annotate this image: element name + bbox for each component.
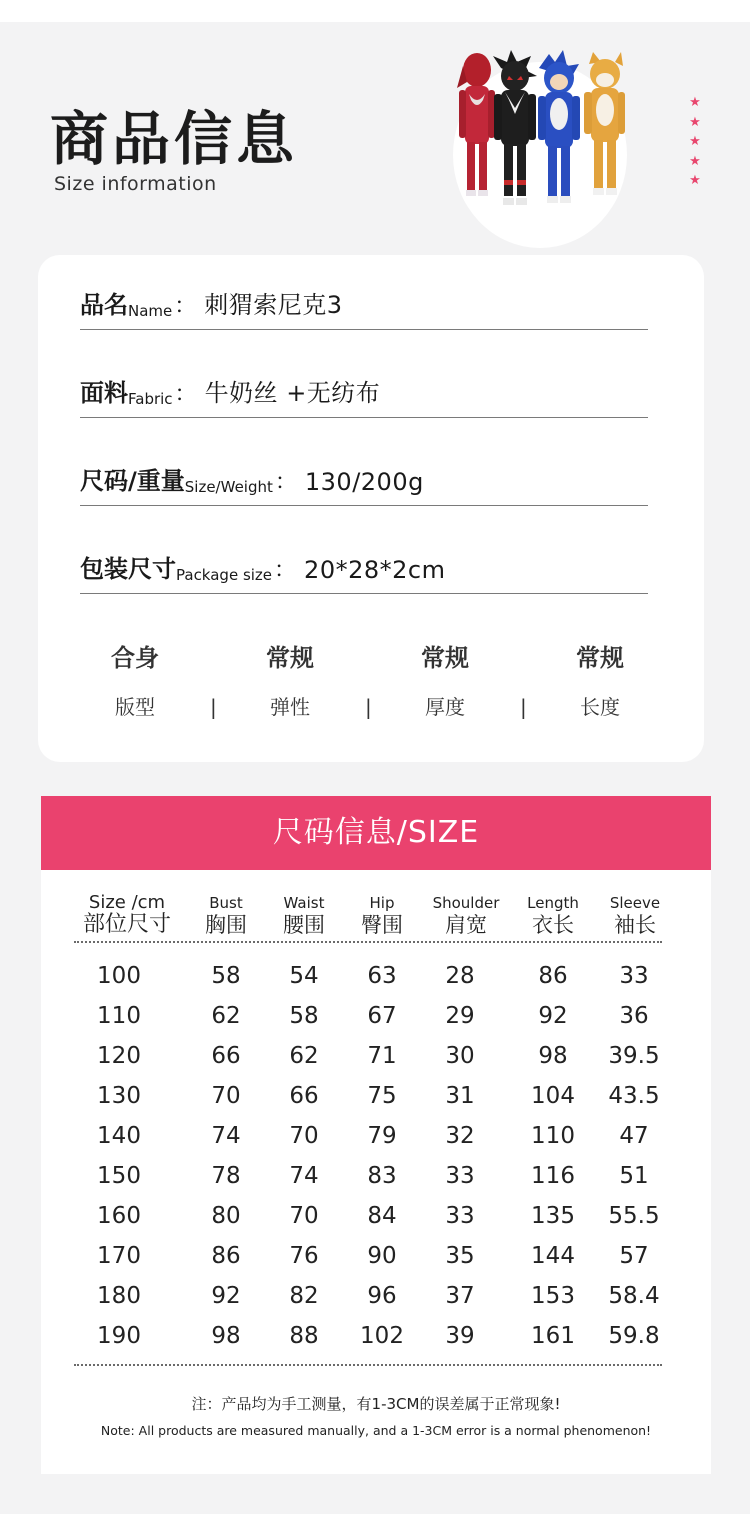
cell-size: 140	[97, 1123, 141, 1149]
attribute-separator: |	[365, 695, 372, 719]
product-name-value: 刺猬索尼克3	[204, 291, 343, 319]
size-banner: 尺码信息/SIZE	[41, 796, 711, 870]
size-weight-value: 130/200g	[304, 468, 424, 496]
attribute-value: 常规	[576, 644, 624, 672]
cell-sleeve: 51	[619, 1163, 649, 1189]
cell-size: 180	[97, 1283, 141, 1309]
attribute-value: 常规	[421, 644, 469, 672]
cell-shoulder: 39	[445, 1323, 475, 1349]
cell-length: 98	[538, 1043, 568, 1069]
header-en: Hip	[369, 894, 395, 912]
cell-size: 190	[97, 1323, 141, 1349]
header-divider	[74, 941, 662, 943]
cell-bust: 62	[211, 1003, 241, 1029]
header-waist	[274, 894, 334, 938]
colon: ：	[274, 558, 297, 583]
star-icon: ★	[689, 114, 701, 130]
cell-hip: 75	[367, 1083, 397, 1109]
star-column	[688, 93, 702, 191]
costume-figures-image	[455, 48, 625, 223]
cell-length: 86	[538, 963, 568, 989]
package-size-row	[80, 519, 648, 594]
package-size-label: 包装尺寸	[80, 555, 176, 583]
table-row	[41, 996, 711, 1036]
cell-sleeve: 55.5	[608, 1203, 660, 1229]
header-cn: 臀围	[361, 913, 403, 937]
page-subtitle: Size information	[54, 173, 217, 195]
header-cn: 胸围	[205, 913, 247, 937]
cell-size: 100	[97, 963, 141, 989]
header-en: Size /cm	[88, 892, 166, 913]
cell-waist: 88	[289, 1323, 319, 1349]
cell-size: 150	[97, 1163, 141, 1189]
attribute-fit	[75, 638, 195, 720]
cell-waist: 76	[289, 1243, 319, 1269]
top-strip	[0, 0, 750, 22]
cell-sleeve: 59.8	[608, 1323, 660, 1349]
cell-shoulder: 37	[445, 1283, 475, 1309]
cell-waist: 66	[289, 1083, 319, 1109]
header-length	[518, 894, 588, 938]
cell-waist: 58	[289, 1003, 319, 1029]
cell-hip: 90	[367, 1243, 397, 1269]
product-info-card	[38, 255, 704, 762]
cell-length: 92	[538, 1003, 568, 1029]
attribute-label: 弹性	[270, 695, 310, 719]
header-cn: 腰围	[283, 913, 325, 937]
attribute-label: 厚度	[425, 695, 465, 719]
measurement-note-cn: 注：产品均为手工测量，有1-3CM的误差属于正常现象!	[191, 1395, 561, 1413]
cell-shoulder: 30	[445, 1043, 475, 1069]
table-row	[41, 1076, 711, 1116]
attribute-value: 常规	[266, 644, 314, 672]
attribute-label: 版型	[115, 695, 155, 719]
cell-sleeve: 39.5	[608, 1043, 660, 1069]
header-hip	[352, 894, 412, 938]
cell-hip: 71	[367, 1043, 397, 1069]
header-en: Waist	[283, 894, 325, 912]
fabric-label: 面料	[80, 379, 128, 407]
table-row	[41, 1156, 711, 1196]
fabric-label-en: Fabric	[128, 390, 173, 408]
header-en: Sleeve	[609, 894, 661, 912]
cell-hip: 84	[367, 1203, 397, 1229]
blue-costume-figure	[538, 50, 580, 203]
cell-size: 170	[97, 1243, 141, 1269]
cell-shoulder: 33	[445, 1203, 475, 1229]
cell-bust: 78	[211, 1163, 241, 1189]
cell-sleeve: 43.5	[608, 1083, 660, 1109]
cell-hip: 96	[367, 1283, 397, 1309]
attribute-separator: |	[520, 695, 527, 719]
header-en: Length	[527, 894, 579, 912]
cell-size: 120	[97, 1043, 141, 1069]
cell-hip: 79	[367, 1123, 397, 1149]
attribute-label: 长度	[580, 695, 620, 719]
measurement-note-en: Note: All products are measured manually, and a 1-3CM error is a normal phenomenon!	[100, 1423, 652, 1438]
cell-sleeve: 33	[619, 963, 649, 989]
cell-length: 116	[531, 1163, 575, 1189]
cell-bust: 74	[211, 1123, 241, 1149]
table-row	[41, 1236, 711, 1276]
star-icon: ★	[689, 134, 701, 149]
header-shoulder	[426, 894, 506, 938]
star-icon: ★	[689, 95, 701, 110]
cell-sleeve: 36	[619, 1003, 649, 1029]
cell-size: 160	[97, 1203, 141, 1229]
cell-size: 130	[97, 1083, 141, 1109]
cell-bust: 98	[211, 1323, 241, 1349]
cell-bust: 70	[211, 1083, 241, 1109]
attribute-elasticity	[230, 638, 350, 720]
red-costume-figure	[457, 53, 495, 196]
attribute-length	[540, 638, 660, 720]
cell-length: 144	[531, 1243, 575, 1269]
header-sleeve	[600, 894, 670, 938]
cell-sleeve: 57	[619, 1243, 649, 1269]
cell-waist: 70	[289, 1203, 319, 1229]
header-en: Bust	[209, 894, 243, 912]
header-en: Shoulder	[432, 894, 500, 912]
cell-sleeve: 58.4	[608, 1283, 660, 1309]
cell-waist: 70	[289, 1123, 319, 1149]
attribute-thickness	[385, 638, 505, 720]
product-name-label: 品名	[80, 291, 128, 319]
header-cn: 部位尺寸	[82, 912, 171, 937]
cell-bust: 58	[211, 963, 241, 989]
cell-length: 110	[531, 1123, 575, 1149]
star-icon: ★	[689, 173, 701, 188]
cell-hip: 83	[367, 1163, 397, 1189]
package-size-label-en: Package size	[176, 566, 273, 584]
cell-length: 104	[531, 1083, 575, 1109]
header-cn: 衣长	[532, 913, 574, 937]
cell-sleeve: 47	[619, 1123, 649, 1149]
cell-shoulder: 31	[445, 1083, 475, 1109]
fabric-value: 牛奶丝 +无纺布	[204, 379, 381, 407]
cell-waist: 74	[289, 1163, 319, 1189]
table-row	[41, 956, 711, 996]
table-row	[41, 1316, 711, 1356]
cell-bust: 92	[211, 1283, 241, 1309]
cell-hip: 67	[367, 1003, 397, 1029]
cell-size: 110	[97, 1003, 141, 1029]
cell-length: 135	[531, 1203, 575, 1229]
cell-length: 161	[531, 1323, 575, 1349]
size-weight-row	[80, 431, 648, 506]
cell-shoulder: 35	[445, 1243, 475, 1269]
fabric-row	[80, 343, 648, 418]
table-row	[41, 1036, 711, 1076]
cell-bust: 80	[211, 1203, 241, 1229]
table-row	[41, 1276, 711, 1316]
cell-waist: 62	[289, 1043, 319, 1069]
cell-bust: 66	[211, 1043, 241, 1069]
cell-hip: 102	[360, 1323, 404, 1349]
page-title: 商品信息	[50, 105, 299, 173]
header-bust	[196, 894, 256, 938]
product-name-label-en: Name	[128, 302, 173, 320]
size-weight-label: 尺码/重量	[80, 467, 185, 495]
attribute-separator: |	[210, 695, 217, 719]
cell-bust: 86	[211, 1243, 241, 1269]
cell-shoulder: 28	[445, 963, 475, 989]
cell-shoulder: 29	[445, 1003, 475, 1029]
yellow-costume-figure	[584, 52, 625, 195]
header-cn: 袖长	[614, 913, 656, 937]
cell-hip: 63	[367, 963, 397, 989]
table-row	[41, 1196, 711, 1236]
header-size	[77, 894, 177, 938]
cell-shoulder: 32	[445, 1123, 475, 1149]
star-icon: ★	[689, 153, 701, 169]
package-size-value: 20*28*2cm	[304, 556, 446, 584]
black-costume-figure	[493, 50, 537, 205]
colon: ：	[174, 294, 197, 319]
cell-waist: 82	[289, 1283, 319, 1309]
attribute-value: 合身	[111, 644, 159, 672]
header-cn: 肩宽	[445, 913, 487, 937]
colon: ：	[174, 382, 197, 407]
cell-waist: 54	[289, 963, 319, 989]
cell-length: 153	[531, 1283, 575, 1309]
cell-shoulder: 33	[445, 1163, 475, 1189]
product-name-row	[80, 255, 648, 330]
table-row	[41, 1116, 711, 1156]
colon: ：	[274, 470, 297, 495]
size-weight-label-en: Size/Weight	[184, 478, 273, 496]
footer-divider	[74, 1364, 662, 1366]
size-table	[41, 870, 711, 1474]
